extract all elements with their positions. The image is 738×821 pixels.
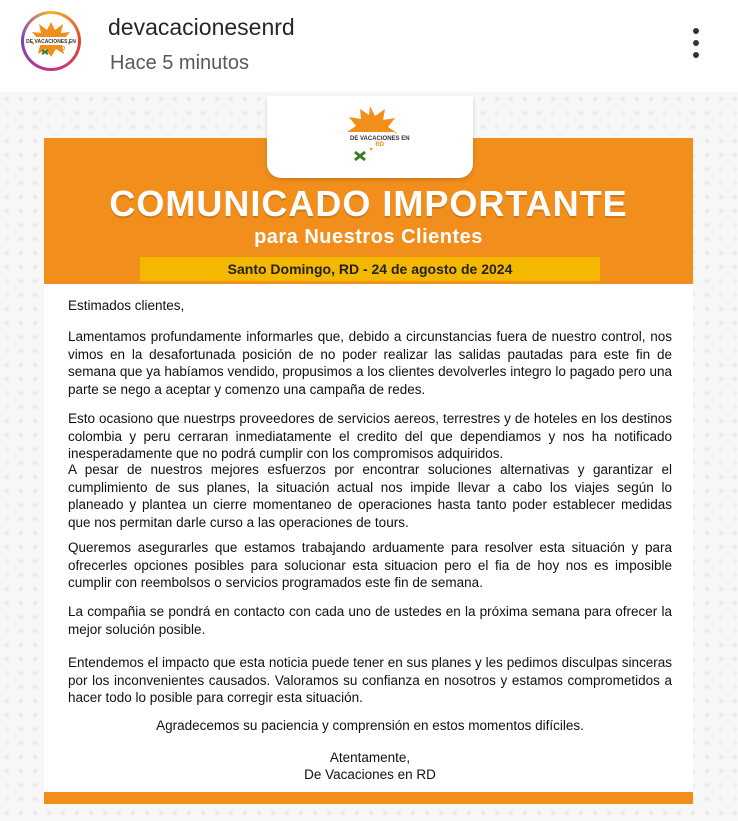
thanks-line: Agradecemos su paciencia y comprensión en estos momentos difíciles. xyxy=(156,718,584,733)
paragraph-4: Queremos asegurarles que estamos trabajando arduamente para resolver esta situación y para ofrecerles opciones posibles para solucionar esta situacion pero el fia de hoy nos es imposible cumplir con reembolsos o servicios programados este fin de semana. xyxy=(68,540,672,590)
signature-line: De Vacaciones en RD xyxy=(304,767,436,782)
logo-line-1: DE VACACIONES EN xyxy=(350,136,410,142)
closing-line: Atentamente, xyxy=(329,750,411,765)
document-title: COMUNICADO IMPORTANTE xyxy=(109,183,628,224)
paragraph-1: Lamentamos profundamente informarles que, debido a circunstancias fuera de nuestro control, nos vimos en la desafortunada posición de no poder realizar las salidas pautadas para este fin de semana que ya habíamos vendido, propusimos a los clientes devolverles integro lo pagado pero una parte se nego a aceptar y comenzo una campaña de redes. xyxy=(68,329,672,397)
logo-wordmark xyxy=(350,136,410,148)
logo-line-2: RD xyxy=(375,142,385,148)
profile-avatar[interactable] xyxy=(21,11,81,71)
paragraph-6: Entendemos el impacto que esta noticia puede tener en sus planes y les pedimos disculpas sinceras por los inconvenientes causados. Valoramos su confianza en nosotros y estamos comprometidos a hacer todo lo posible para corregir esta situación. xyxy=(68,655,672,705)
dateline: Santo Domingo, RD - 24 de agosto de 2024 xyxy=(140,257,600,281)
post-header xyxy=(0,0,738,92)
paragraph-3: A pesar de nuestros mejores esfuerzos por encontrar soluciones alternativas y garantizar el cumplimiento de sus planes, la situación actual nos impide llevar a cabo los viajes según lo planeado y plantea un cierre momentaneo de operaciones hasta tanto poder establecer medidas que nos permitan darle curso a las operaciones de tours. xyxy=(68,462,672,530)
document-subtitle: para Nuestros Clientes xyxy=(254,226,483,248)
paragraph-5: La compañia se pondrá en contacto con cada uno de ustedes en la próxima semana para ofrecer la mejor solución posible. xyxy=(68,604,672,637)
post-timestamp: Hace 5 minutos xyxy=(110,52,249,74)
footer-bar xyxy=(44,792,693,804)
avatar-logo-icon xyxy=(24,14,78,68)
paragraph-2: Esto ocasiono que nuestrps proveedores de servicios aereos, terrestres y de hoteles en los destinos colombia y peru cerraran inmediatamente el credito del que dependiamos y nos ha notificado inesperadamente que no podrá cumplir con los compromisos adquiridos. xyxy=(68,411,672,461)
svg-text:RD: RD xyxy=(58,46,66,52)
svg-text:DE VACACIONES EN: DE VACACIONES EN xyxy=(26,39,76,45)
salutation: Estimados clientes, xyxy=(68,298,185,313)
brand-logo xyxy=(267,96,473,178)
more-options-icon[interactable] xyxy=(688,28,704,64)
post-username[interactable]: devacacionesenrd xyxy=(108,14,295,40)
